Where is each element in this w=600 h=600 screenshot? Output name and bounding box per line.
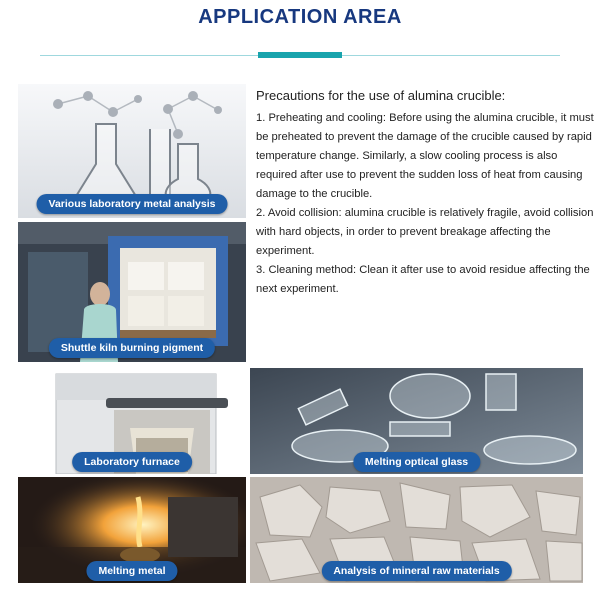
image-lab-furnace [18, 368, 246, 474]
precaution-item: 2. Avoid collision: alumina crucible is relatively fragile, avoid collision with hard objects, in order to prevent breakage affecting the experiment. [256, 207, 594, 257]
precaution-item: 1. Preheating and cooling: Before using the alumina crucible, it must be preheated to prevent the damage of the crucible caused by rapid temperature change. Similarly, a slow cooling process is also required after use to prevent the sudden loss of heat from causing damage to the crucible. [256, 112, 594, 200]
page-title: APPLICATION AREA [198, 6, 402, 28]
caption-metal-analysis: Various laboratory metal analysis [37, 194, 228, 214]
image-optical-glass [250, 368, 583, 474]
caption-melting-metal: Melting metal [86, 561, 177, 581]
precaution-item: 3. Cleaning method: Clean it after use to avoid residue affecting the next experiment. [256, 264, 590, 295]
image-metal-analysis [18, 84, 246, 218]
title-divider-accent [258, 52, 342, 58]
image-mineral-materials [250, 477, 583, 583]
image-shuttle-kiln [18, 222, 246, 362]
caption-optical-glass: Melting optical glass [353, 452, 480, 472]
image-melting-metal [18, 477, 246, 583]
caption-lab-furnace: Laboratory furnace [72, 452, 192, 472]
caption-shuttle-kiln: Shuttle kiln burning pigment [49, 338, 215, 358]
precautions-heading: Precautions for the use of alumina crucible: [256, 88, 506, 103]
precautions-section [256, 86, 596, 299]
caption-mineral-materials: Analysis of mineral raw materials [321, 561, 511, 581]
